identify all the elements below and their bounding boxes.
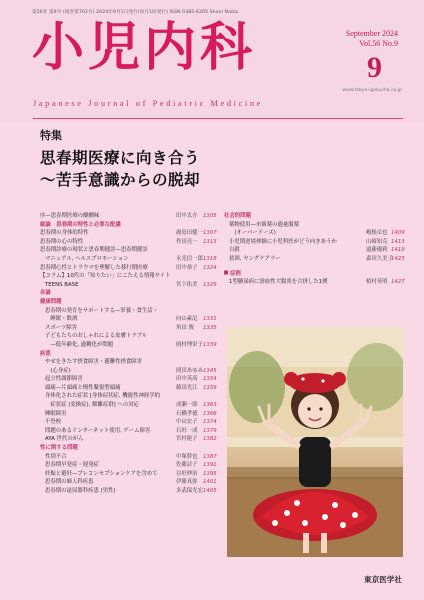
toc-entry-author: 森田久美子 bbox=[366, 255, 393, 262]
toc-entry-page: 1379 bbox=[203, 427, 217, 434]
girl-in-polka-dot-dress-illustration bbox=[227, 327, 403, 557]
toc-entry bbox=[40, 427, 215, 436]
issue-date: September 2024 bbox=[345, 29, 398, 38]
toc-entry bbox=[40, 238, 215, 247]
overview-theme: 思春期の特性と必要な配慮 bbox=[56, 221, 121, 228]
toc-entry-author: 伊藤真弥 bbox=[176, 479, 198, 486]
toc-entry bbox=[40, 324, 215, 333]
header-divider bbox=[33, 118, 403, 119]
toc-entry-title: 症状症 (変換症), 解離症群] への対応 bbox=[45, 402, 140, 409]
toc-entry-page: 1363 bbox=[203, 402, 217, 409]
toc-entry-title: 身体化された症状 [身体症状症, 機能性神経学的 bbox=[45, 393, 161, 400]
toc-entry-author: 鹿島田健一 bbox=[176, 230, 203, 237]
toc-entry bbox=[224, 229, 405, 238]
toc-entry-page: 1382 bbox=[203, 436, 217, 443]
toc-entry-author: 石橋孝徳 bbox=[176, 410, 198, 417]
toc-entry-title: 性別不合 bbox=[45, 453, 67, 460]
toc-entry-author: 宮下佑美 bbox=[176, 281, 198, 288]
toc-entry-title: 自殺 bbox=[229, 247, 240, 254]
toc-entry bbox=[40, 478, 215, 487]
toc-entry bbox=[224, 221, 402, 230]
journal-title: 小児内科 bbox=[32, 18, 257, 78]
cover-photo bbox=[227, 327, 403, 557]
toc-entry bbox=[40, 332, 215, 341]
toc-entry-page: 1329 bbox=[203, 281, 217, 288]
toc-entry-page: 1419 bbox=[391, 247, 405, 254]
toc-entry bbox=[40, 358, 215, 367]
toc-entry-title: 1型糖尿病に溶血性大腸炎を合併した1例 bbox=[229, 279, 328, 286]
toc-entry-title: 序—思春期医療の醍醐味 bbox=[40, 213, 100, 219]
toc-entry bbox=[224, 278, 405, 287]
toc-entry-title: 思春期の婦人科疾患 bbox=[45, 479, 94, 486]
toc-entry-title: 起立性調節障害 bbox=[45, 376, 83, 383]
toc-case-heading bbox=[224, 270, 402, 279]
toc-section-heading: 社会的問題 bbox=[224, 213, 251, 219]
square-bullet-icon bbox=[224, 270, 228, 274]
toc-overview-heading bbox=[40, 221, 215, 230]
toc-entry-author: 嶋根卓也 bbox=[366, 230, 388, 237]
toc-entry bbox=[224, 246, 405, 255]
toc-entry-title: (心身症) bbox=[45, 367, 71, 374]
toc-entry-page: 1401 bbox=[203, 479, 217, 486]
toc-entry bbox=[40, 384, 215, 393]
toc-entry-title: 頭痛—片頭痛と慢性緊張型頭痛 bbox=[45, 384, 121, 391]
toc-entry bbox=[40, 461, 215, 470]
toc-section-heading: 性に関する問題 bbox=[40, 445, 78, 452]
toc-entry-title: 睡眠障害 bbox=[45, 410, 67, 417]
toc-entry-title: 睡眠・飲酒 bbox=[45, 316, 78, 323]
toc-entry-title: 思春期心性とトラウマを理解した移行期医療 bbox=[40, 264, 148, 271]
toc-entry bbox=[40, 392, 215, 401]
toc-entry bbox=[40, 281, 215, 290]
toc-entry-page: 1307 bbox=[203, 230, 217, 237]
journal-title-english: Japanese Journal of Pediatric Medicine bbox=[33, 99, 263, 108]
toc-section-heading: 各論 bbox=[40, 290, 51, 297]
toc-entry-author: 中山宏子 bbox=[176, 419, 198, 426]
toc-entry bbox=[40, 246, 215, 255]
toc-entry bbox=[40, 255, 215, 264]
toc-entry-author: 成瀬一郎 bbox=[176, 402, 198, 409]
masthead bbox=[0, 0, 424, 122]
toc-entry bbox=[40, 453, 215, 462]
toc-entry-author: 植村英明 bbox=[366, 279, 388, 286]
toc-entry-title: 思春期早発症・遅発症 bbox=[45, 462, 99, 469]
toc-entry-author: 谷垣伸治 bbox=[176, 470, 198, 477]
toc-entry-author: 角田 俊 bbox=[176, 324, 194, 331]
toc-entry-title: 小児期逆境体験に小児科医がどう向きあうか bbox=[229, 238, 337, 245]
toc-entry-author: 岡田あゆみ bbox=[176, 367, 203, 374]
toc-entry-author: 遠藤優莉 bbox=[366, 247, 388, 254]
toc-entry-page: 1413 bbox=[391, 238, 405, 245]
toc-entry bbox=[40, 315, 215, 324]
toc-entry-page: 1318 bbox=[203, 255, 217, 262]
feature-title-line2: 〜苦手意識からの脱却 bbox=[40, 171, 201, 189]
toc-entry-title: 子どもたちのおしゃれによる皮膚トラブル bbox=[45, 333, 148, 340]
toc-entry-title: 思春期診療の現状と思春期健診—思春期健診 bbox=[40, 247, 148, 254]
toc-entry-page: 1409 bbox=[391, 230, 405, 237]
toc-entry-author: 田中英高 bbox=[176, 376, 198, 383]
toc-entry-title: やせをきたす摂食障害・避難性摂食障害 bbox=[45, 359, 143, 366]
issue-number: 9 bbox=[367, 51, 382, 84]
toc-entry-author: 中塚幹也 bbox=[176, 453, 198, 460]
toc-entry-author: 永光信一郎 bbox=[176, 255, 203, 262]
feature-label: 特集 bbox=[40, 129, 62, 142]
toc-entry-title: 思春期の身体的特性 bbox=[40, 230, 89, 237]
toc-entry bbox=[40, 487, 215, 496]
volume-info: Vol.56 No.9 bbox=[359, 39, 398, 48]
toc-entry bbox=[40, 272, 215, 281]
toc-entry-page: 1331 bbox=[203, 316, 217, 323]
toc-entry-author: 作田亮一 bbox=[176, 238, 198, 245]
toc-entry-page: 1405 bbox=[203, 488, 217, 494]
toc-entry bbox=[40, 410, 215, 419]
toc-entry-title: —低年齢化, 過剰化が問題 bbox=[45, 341, 114, 348]
toc-entry bbox=[40, 341, 215, 350]
toc-entry-page: 1359 bbox=[203, 384, 217, 391]
toc-entry-title: TEENS BASE bbox=[45, 281, 79, 288]
toc-entry-title: マニュアル, ヘルスプロモーション bbox=[45, 255, 129, 262]
toc-entry-page: 1427 bbox=[391, 279, 405, 286]
toc-entry-author: 石垣一成 bbox=[176, 427, 198, 434]
overview-label: 総論 bbox=[40, 221, 51, 228]
toc-entry-author: 藤田光江 bbox=[176, 384, 198, 391]
toc-entry-page: 1335 bbox=[203, 324, 217, 331]
toc-entry-author: 田中恭子 bbox=[176, 264, 198, 271]
toc-entry-author: 佐藤詩子 bbox=[176, 462, 198, 469]
toc-entry-page: 1305 bbox=[203, 213, 217, 219]
toc-entry-title: 問題のあるインターネット使用, ゲーム障害 bbox=[45, 427, 151, 434]
toc-entry bbox=[40, 401, 215, 410]
toc-entry bbox=[40, 212, 215, 221]
toc-entry bbox=[40, 435, 215, 444]
toc-entry-page: 1391 bbox=[203, 462, 217, 469]
toc-entry-title: 貧困, ヤングケアラー bbox=[229, 255, 281, 262]
publisher-url[interactable]: www.tokyo-igakusha.co.jp bbox=[342, 88, 402, 93]
toc-section-heading: 疾患 bbox=[40, 350, 51, 357]
toc-entry-title: スポーツ障害 bbox=[45, 324, 78, 331]
toc-entry-page: 1387 bbox=[203, 453, 217, 460]
toc-entry-page: 1423 bbox=[391, 255, 405, 262]
toc-entry-author: 多武保光宏 bbox=[176, 488, 203, 494]
toc-entry bbox=[224, 255, 405, 264]
toc-entry-author: 山崎知克 bbox=[366, 238, 388, 245]
toc-entry-title: 【コラム】10代の「知りたい」にこたえる情報サイト bbox=[40, 273, 171, 280]
toc-section-heading: 健康問題 bbox=[40, 298, 62, 305]
toc-entry-page: 1345 bbox=[203, 367, 217, 374]
toc-entry-page: 1354 bbox=[203, 376, 217, 383]
table-of-contents-right bbox=[224, 212, 405, 287]
toc-entry-author: 宮村能子 bbox=[176, 436, 198, 443]
toc-entry-page: 1313 bbox=[203, 238, 217, 245]
toc-entry-page: 1395 bbox=[203, 470, 217, 477]
toc-entry bbox=[40, 375, 215, 384]
toc-entry-title: 思春期の心の特性 bbox=[40, 238, 84, 245]
toc-entry-page: 1324 bbox=[203, 264, 217, 271]
toc-entry-title: 薬物使用—市販薬の過量服薬 bbox=[229, 221, 300, 228]
feature-title-line1: 思春期医療に向き合う bbox=[40, 149, 201, 167]
publication-info: 第56巻 第9号 (通巻第702号) 2024年9月1日発行(毎月1回発行) ISSN 0385-6305 Shoni Naika bbox=[32, 10, 238, 15]
toc-entry-title: 思春期の泌尿器科疾患 (男性) bbox=[45, 488, 116, 494]
toc-entry bbox=[40, 264, 215, 273]
toc-entry bbox=[224, 238, 405, 247]
table-of-contents-left bbox=[40, 212, 215, 496]
publisher-name: 東京医学社 bbox=[364, 575, 402, 584]
toc-entry-page: 1374 bbox=[203, 419, 217, 426]
toc-entry-author: 岡村理栄子 bbox=[176, 341, 203, 348]
toc-entry-author: 向山素記 bbox=[176, 316, 198, 323]
toc-entry bbox=[40, 367, 215, 376]
case-heading-label: 症例 bbox=[230, 270, 241, 277]
toc-entry-title: 思春期の発育をサポートする—栄養・食生活・ bbox=[45, 307, 159, 314]
toc-entry-page: 1339 bbox=[203, 341, 217, 348]
toc-entry bbox=[40, 418, 215, 427]
toc-entry bbox=[40, 229, 215, 238]
toc-entry-title: 妊娠と避妊—プレコンセプションケアを含めて bbox=[45, 470, 158, 477]
toc-entry-author: 田中太介 bbox=[176, 213, 198, 219]
toc-entry-page: 1368 bbox=[203, 410, 217, 417]
toc-entry-title: (オーバードーズ) bbox=[229, 230, 276, 237]
toc-entry-title: AYA 世代のがん bbox=[45, 436, 84, 443]
toc-entry-title: 不登校 bbox=[45, 419, 62, 426]
toc-entry bbox=[40, 470, 215, 479]
toc-entry bbox=[40, 307, 215, 316]
